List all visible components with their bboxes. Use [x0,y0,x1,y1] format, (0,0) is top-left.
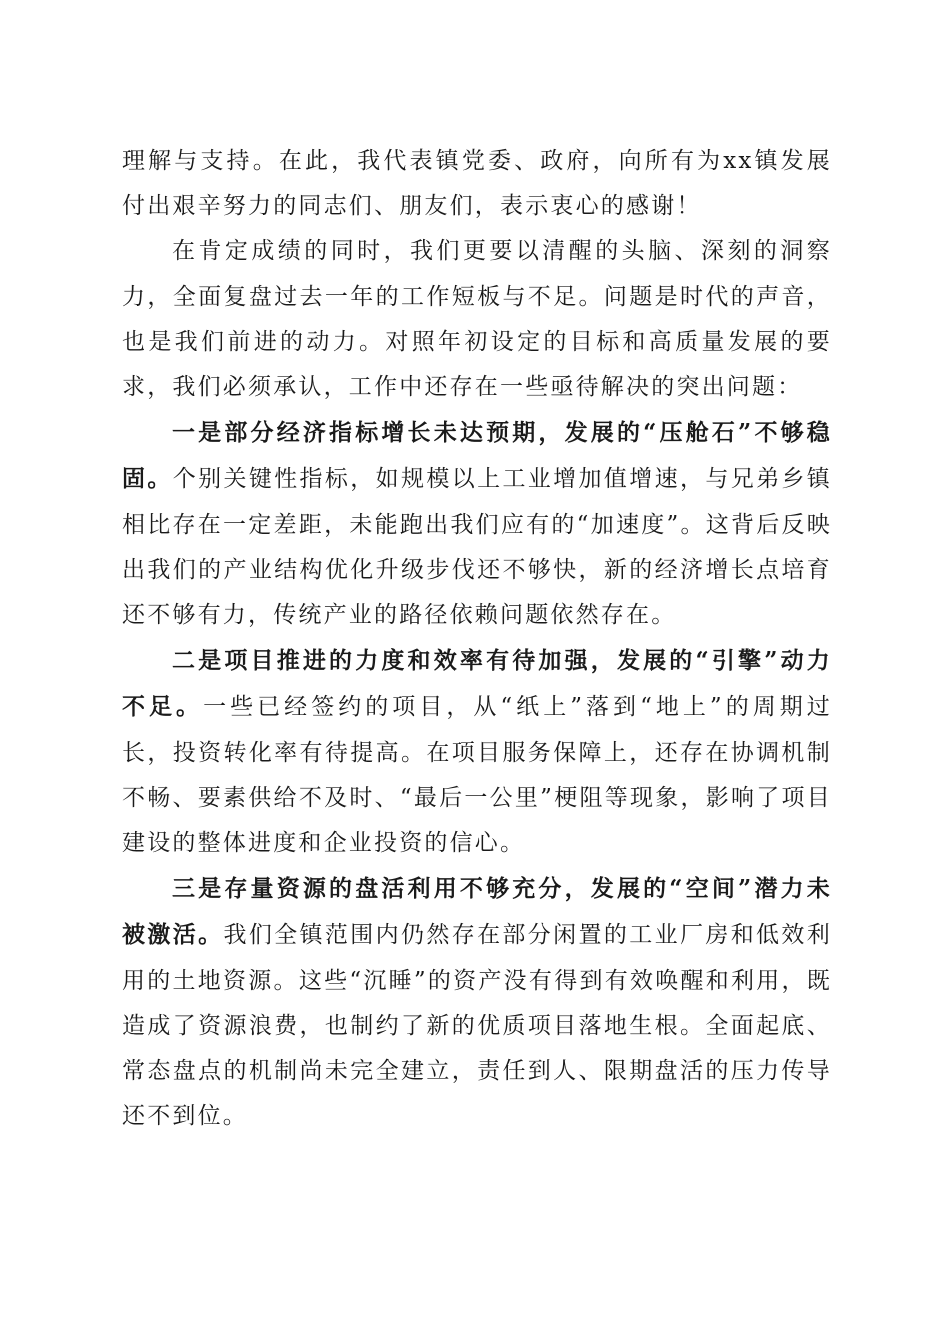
paragraph-problem-two [122,638,832,866]
paragraph-text: 我们全镇范围内仍然存在部分闲置的工业厂房和低效利用的土地资源。这些“沉睡”的资产没有得到有效唤醒和利用，既造成了资源浪费，也制约了新的优质项目落地生根。全面起底、常态盘点的机制尚未完全建立，责任到人、限期盘活的压力传导还不到位。 [122,922,832,1130]
paragraph-intro-problems [122,229,832,410]
paragraph-lead: 三是存量资源的盘活利用不够充分，发展的“空间”潜力未被激活。 [122,875,832,949]
paragraph-lead: 一是部分经济指标增长未达预期，发展的“压舱石”不够稳固。 [122,419,832,493]
document-body [122,139,832,1139]
paragraph-problem-one [122,410,832,638]
paragraph-continuation [122,139,832,229]
paragraph-text: 理解与支持。在此，我代表镇党委、政府，向所有为xx镇发展付出艰辛努力的同志们、朋友们，表示衷心的感谢！ [122,148,832,220]
paragraph-text: 一些已经签约的项目，从“纸上”落到“地上”的周期过长，投资转化率有待提高。在项目服务保障上，还存在协调机制不畅、要素供给不及时、“最后一公里”梗阻等现象，影响了项目建设的整体进度和企业投资的信心。 [122,694,832,857]
paragraph-lead: 二是项目推进的力度和效率有待加强，发展的“引擎”动力不足。 [122,647,832,721]
paragraph-text: 个别关键性指标，如规模以上工业增加值增速，与兄弟乡镇相比存在一定差距，未能跑出我们应有的“加速度”。这背后反映出我们的产业结构优化升级步伐还不够快，新的经济增长点培育还不够有力，传统产业的路径依赖问题依然存在。 [122,466,832,629]
paragraph-text: 在肯定成绩的同时，我们更要以清醒的头脑、深刻的洞察力，全面复盘过去一年的工作短板与不足。问题是时代的声音，也是我们前进的动力。对照年初设定的目标和高质量发展的要求，我们必须承认，工作中还存在一些亟待解决的突出问题： [122,238,832,401]
paragraph-problem-three [122,866,832,1139]
